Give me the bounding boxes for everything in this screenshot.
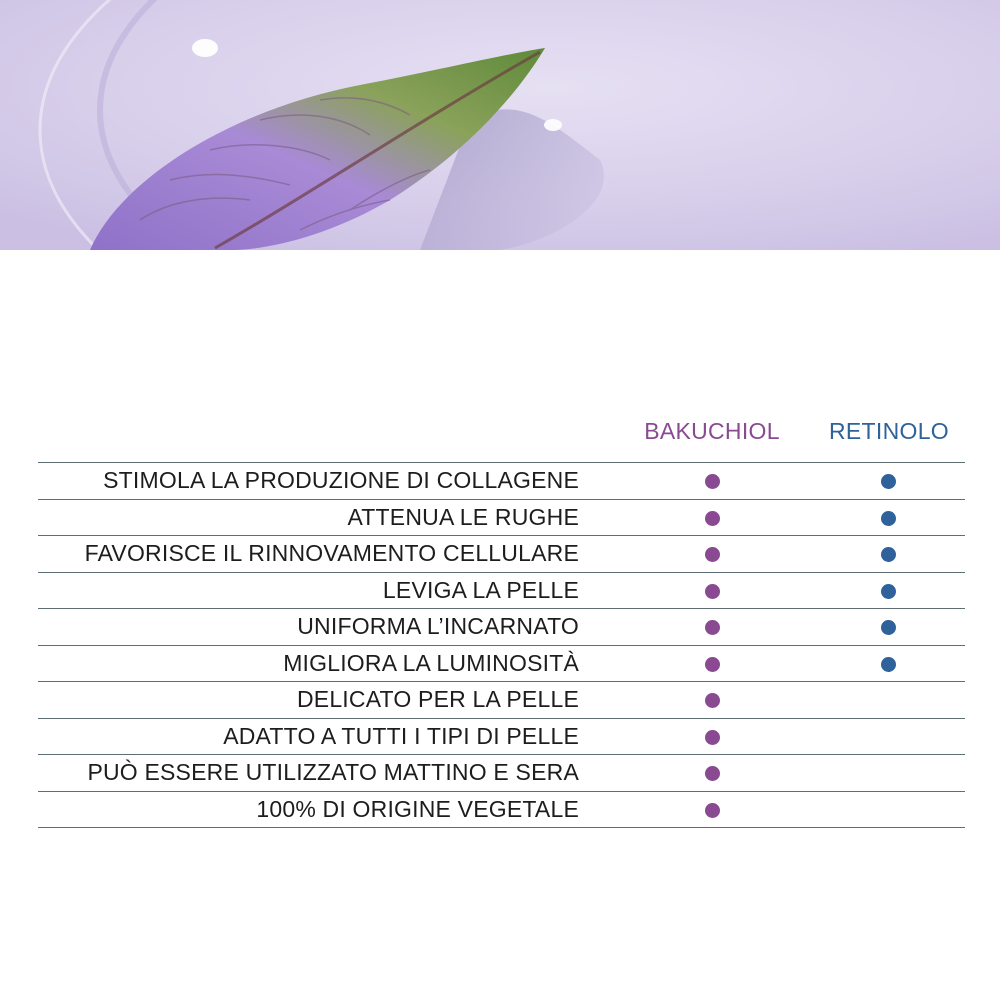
feature-label: UNIFORMA L’INCARNATO bbox=[297, 613, 579, 639]
feature-label: STIMOLA LA PRODUZIONE DI COLLAGENE bbox=[103, 467, 579, 493]
column-header-retinolo: RETINOLO bbox=[829, 418, 949, 444]
bakuchiol-dot-icon bbox=[705, 693, 720, 708]
bakuchiol-dot-icon bbox=[705, 657, 720, 672]
retinolo-dot-icon bbox=[881, 620, 896, 635]
petal-in-drop-illustration bbox=[0, 0, 1000, 250]
bakuchiol-dot-icon bbox=[705, 803, 720, 818]
bakuchiol-dot-icon bbox=[705, 511, 720, 526]
feature-label: FAVORISCE IL RINNOVAMENTO CELLULARE bbox=[84, 540, 579, 566]
retinolo-dot-icon bbox=[881, 584, 896, 599]
table-row bbox=[38, 755, 965, 792]
bakuchiol-dot-icon bbox=[705, 766, 720, 781]
table-row bbox=[38, 573, 965, 610]
bakuchiol-dot-icon bbox=[705, 730, 720, 745]
feature-label: ATTENUA LE RUGHE bbox=[347, 503, 579, 530]
hero-image bbox=[0, 0, 1000, 250]
table-row bbox=[38, 792, 965, 829]
feature-label: MIGLIORA LA LUMINOSITÀ bbox=[283, 649, 579, 676]
table-row bbox=[38, 646, 965, 683]
retinolo-dot-icon bbox=[881, 511, 896, 526]
bakuchiol-dot-icon bbox=[705, 584, 720, 599]
table-header bbox=[38, 410, 965, 462]
table-row bbox=[38, 719, 965, 756]
bakuchiol-dot-icon bbox=[705, 474, 720, 489]
comparison-table bbox=[38, 410, 965, 828]
table-body bbox=[38, 462, 965, 828]
bakuchiol-dot-icon bbox=[705, 620, 720, 635]
feature-label: PUÒ ESSERE UTILIZZATO MATTINO E SERA bbox=[87, 759, 579, 785]
feature-label: DELICATO PER LA PELLE bbox=[296, 686, 579, 712]
column-header-bakuchiol: BAKUCHIOL bbox=[644, 418, 780, 444]
bakuchiol-dot-icon bbox=[705, 547, 720, 562]
retinolo-dot-icon bbox=[881, 657, 896, 672]
feature-label: 100% DI ORIGINE VEGETALE bbox=[256, 795, 579, 822]
table-row bbox=[38, 609, 965, 646]
table-row bbox=[38, 500, 965, 537]
feature-label: LEVIGA LA PELLE bbox=[382, 576, 579, 603]
retinolo-dot-icon bbox=[881, 547, 896, 562]
retinolo-dot-icon bbox=[881, 474, 896, 489]
table-row bbox=[38, 536, 965, 573]
table-row bbox=[38, 463, 965, 500]
table-row bbox=[38, 682, 965, 719]
feature-label: ADATTO A TUTTI I TIPI DI PELLE bbox=[223, 722, 579, 749]
